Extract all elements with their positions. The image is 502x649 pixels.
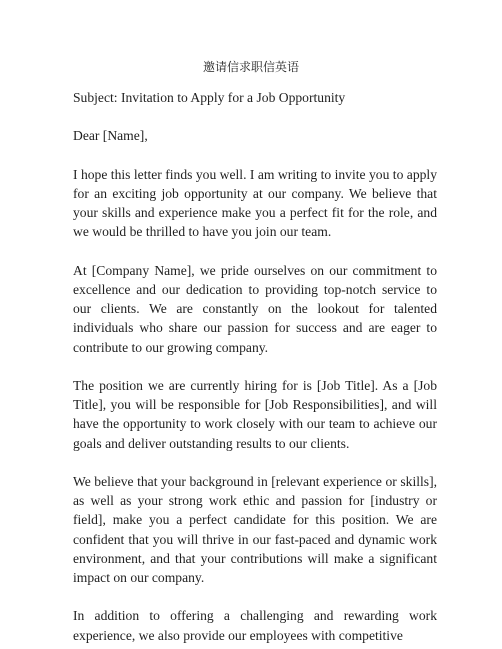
letter-subject: Subject: Invitation to Apply for a Job Opportunity (73, 90, 346, 105)
letter-paragraph-2: At [Company Name], we pride ourselves on our commitment to excellence and our dedication to providing top-notch service to our clients. We are constantly on the lookout for talented individuals who share our passion for success and are eager to contribute to our growing company. (73, 262, 437, 355)
letter-paragraph-5: In addition to offering a challenging and rewarding work experience, we also provide our employees with competitive (73, 608, 437, 643)
letter-paragraph-1: I hope this letter finds you well. I am writing to invite you to apply for an exciting job opportunity at our company. We believe that your skills and experience make you a perfect fit for the role, and we would be thrilled to have you join our team. (73, 166, 437, 240)
document-title: 邀请信求职信英语 (202, 60, 299, 74)
letter-paragraph-4: We believe that your background in [relevant experience or skills], as well as your strong work ethic and passion for [industry or field], make you a perfect candidate for this position. We are confident that you will thrive in our fast-paced and dynamic work environment, and that your contributions will make a significant impact on our company. (73, 473, 437, 585)
letter-salutation: Dear [Name], (73, 128, 148, 144)
letter-body (73, 88, 437, 645)
letter-paragraph-3: The position we are currently hiring for is [Job Title]. As a [Job Title], you will be responsible for [Job Responsibilities], and will have the opportunity to work closely with our team to achieve our goals and deliver outstanding results to our clients. (73, 377, 437, 451)
